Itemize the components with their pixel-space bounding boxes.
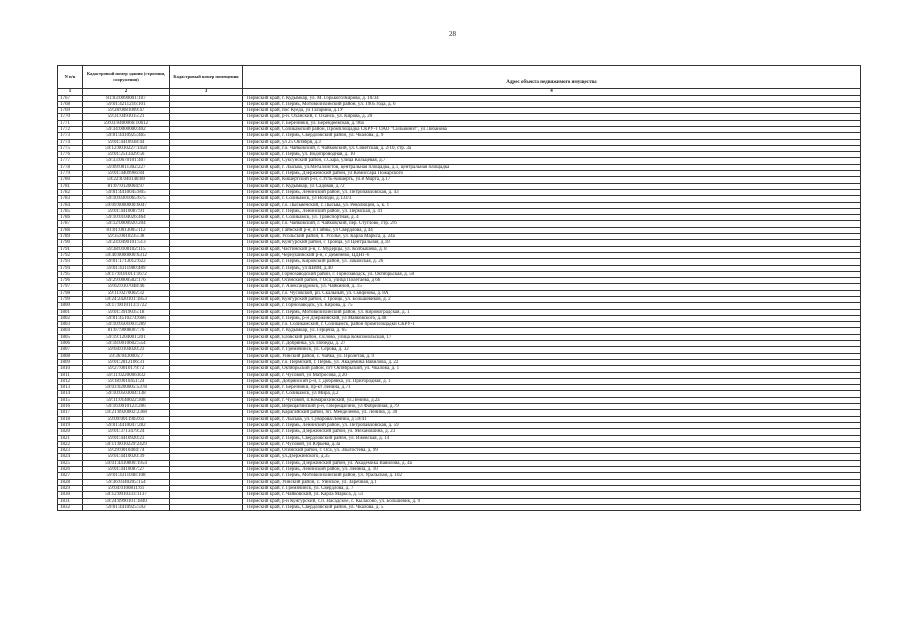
address: Пермский край, г. Кудымкар, ул Садовая, д.72: [243, 183, 861, 189]
address: Пермский край, г. Чусовой, ул Юрьева, д.3а: [243, 441, 861, 447]
address: Пермский край, г. Пермь, Ленинский район, ул. Петропавловская, д. 43: [243, 189, 861, 195]
cadastral-number: 59:01:4410800:1954: [83, 460, 170, 466]
row-number: 1826: [58, 467, 83, 473]
cadastral-number: 59:24:2420101:1853: [83, 297, 170, 303]
cadastral-number: 59:01:4410020:39: [83, 454, 170, 460]
row-number: 1827: [58, 473, 83, 479]
row-number: 1779: [58, 171, 83, 177]
address: Пермский край, г.о. Чайковский, г. Чайковский, ул. Советская, д. 2/10, стр. 3а: [243, 145, 861, 151]
address: Пермский край, г. Пермь, Свердловский район, ул. Чкалова, д. 9: [243, 133, 861, 139]
address: Пермский край, Осинский район, г. Оса, ул. Злыгостева, д. 99: [243, 448, 861, 454]
row-number: 1825: [58, 460, 83, 466]
cadastral-number: 59:24:0990101:1840: [83, 498, 170, 504]
row-number: 1802: [58, 315, 83, 321]
cadastral-number: 59:01:4409966:84: [83, 171, 170, 177]
row-number: 1805: [58, 334, 83, 340]
row-number: 1785: [58, 208, 83, 214]
column-index-3: 3: [170, 89, 243, 96]
address: Пермский край, г. Соликамск, ул Мира, д.2: [243, 391, 861, 397]
page-number: 28: [449, 30, 456, 38]
row-number: 1799: [58, 297, 83, 303]
cadastral-number: 59:01:4410087:91: [83, 208, 170, 214]
address: Пермский край, г. Чусовой, п.Комарихинский, ул.Ленина, д.2а: [243, 397, 861, 403]
address: Пермский край, г. Гремячинск, ул. Свердлова, д. 7: [243, 485, 861, 491]
cadastral-number: 59:04:0100811:61: [83, 485, 170, 491]
cadastral-number: 59:01:4410087:27: [83, 467, 170, 473]
row-number: 1778: [58, 164, 83, 170]
row-number: 1832: [58, 504, 83, 510]
address: Пермский край, г.о. Соликамский, г. Соликамск, район промплощадки СКРУ-1: [243, 322, 861, 328]
row-number: 1780: [58, 177, 83, 183]
address: Пермский край, ул.Дзержинского, д.35: [243, 454, 861, 460]
address: Пермский край, Осинский район, г Оса, улица Полетаева, д 66: [243, 278, 861, 284]
cadastral-number: 59:12:0000920:204: [83, 221, 170, 227]
cadastral-number: 59:35:0010235:38: [83, 234, 170, 240]
cadastral-number: 59:01:3713479:24: [83, 429, 170, 435]
row-number: 1828: [58, 479, 83, 485]
address: Пермский край, г. Пермь, Мотовилихинский район, ул. 1905 года, д. 6: [243, 101, 861, 107]
cadastral-number: 59:01:2513429:56: [83, 152, 170, 158]
row-number: 1804: [58, 328, 83, 334]
row-number: 1829: [58, 485, 83, 491]
address: Пермский край, Кунгурский район, с Троица, ул Центральная, д.18: [243, 240, 861, 246]
address: Пермский край, Горнозаводский район, г. Горнозаводск, ул. Октябрьская, д. 50: [243, 271, 861, 277]
row-number: 1810: [58, 366, 83, 372]
address: Пермский край, г. Пермь, Дзержинский район, ул. Академика Вавилова, д. 4а: [243, 460, 861, 466]
address: Пермский край, г.о. Лысьвенский, г. Лысьва, ул. Революции, 5, к. 1: [243, 202, 861, 208]
address: Пермский край, г.о. Чайковский, г. Чайковский, пер. Стуглово, стр. 2/6: [243, 221, 861, 227]
row-number: 1820: [58, 429, 83, 435]
row-number: 1816: [58, 404, 83, 410]
address: Пермский край, Еловский район, с.Елово, улица Комсомольская, 17: [243, 334, 861, 340]
address: Пермский край, ул 25 Октября, д.3: [243, 139, 861, 145]
address: Пермский край, г. Пермь, Ленинский район, ул. Петропавловская, д. 59: [243, 422, 861, 428]
row-number: 1773: [58, 133, 83, 139]
cadastral-number: 59:09:0011302:227: [83, 164, 170, 170]
row-number: 1788: [58, 227, 83, 233]
column-index-1: 1: [58, 89, 83, 96]
row-number: 1824: [58, 454, 83, 460]
cadastral-number: 59:01:4510274:666: [83, 315, 170, 321]
table-header-row: [58, 66, 861, 89]
cadastral-number: 59:01:1713012:622: [83, 259, 170, 265]
address: Пермский край, Кишертский р-н, с.Усть-Кишерть, ул.8 Марта, д.17: [243, 177, 861, 183]
cadastral-number: 59:10:0104026:464: [83, 215, 170, 221]
address: Пермский край, Верещагинский р-н, г.Верещагино, ул Фабричная, д.79: [243, 404, 861, 410]
row-number: 1830: [58, 492, 83, 498]
row-number: 1800: [58, 303, 83, 309]
address: Пермский край, Усольский район, п. Усолье, ул. Карла Маркса, д. 24а: [243, 234, 861, 240]
row-number: 1831: [58, 498, 83, 504]
cadastral-number: 59:03:0400066:10612: [83, 120, 170, 126]
address: Пермский край, Суксунский район, с.Сыра, улица Кольцевая, д.7: [243, 158, 861, 164]
cadastral-number: 59:01:4410920:23: [83, 435, 170, 441]
cadastral-number: 59:21:0920002:2368: [83, 410, 170, 416]
address: Пермский край, г. Горнозаводск, ул. Кирова, д. 75: [243, 303, 861, 309]
address: Пермский край, Добрянский р-н, г. Добрянка, ул. Пригородная, д. 1: [243, 378, 861, 384]
cadastral-number: 59:09:0011903:61: [83, 416, 170, 422]
cadastral-number: 81:01:0013005:112: [83, 227, 170, 233]
property-register-table: [57, 65, 861, 511]
row-number: 1794: [58, 265, 83, 271]
row-number: 1822: [58, 441, 83, 447]
address: Пермский край, г. Гремячинск, ул. Серова, д. 32: [243, 347, 861, 353]
address: Пермский край, Уинский район, с. Чайка, ул. Пролетая, д. 9: [243, 353, 861, 359]
row-number: 1807: [58, 347, 83, 353]
cadastral-number: 59:18:0010451:24: [83, 378, 170, 384]
column-header-address: Адрес объекта недвижимого имущества: [243, 66, 861, 89]
address: Пермский край, г. Пермь, р-н Дзержинский, ул Маяковского, д.48: [243, 315, 861, 321]
cadastral-number: 59:10:0501003:289: [83, 322, 170, 328]
address: Пермский край, г. Пермь, Свердловский район, ул. Чкалова, д. 5: [243, 504, 861, 510]
cadastral-number: 59:18:0010602:554: [83, 341, 170, 347]
cadastral-number: 59:01:2812106:31: [83, 359, 170, 365]
row-number: 1767: [58, 95, 83, 101]
cadastral-number: 59:34:0000000:402: [83, 126, 170, 132]
address: Пермский край, г. Березники, пр-кт Ленина, д.71: [243, 385, 861, 391]
row-number: 1798: [58, 290, 83, 296]
address: Пермский край, г. Лысьва, ул. Суворова/Ленина, д 59/41: [243, 416, 861, 422]
cadastral-number: 59:27:0010179:72: [83, 366, 170, 372]
cadastral-number: 59:01:4311048:108: [83, 473, 170, 479]
room-number: [170, 504, 243, 510]
address: Пермский край, г. Пермь, Свердловский район, ул. Ижевская, д. 14: [243, 435, 861, 441]
cadastral-number: 59:01:3919035:18: [83, 309, 170, 315]
cadastral-number: 59:29:0010404:74: [83, 448, 170, 454]
row-number: 1797: [58, 284, 83, 290]
row-number: 1812: [58, 378, 83, 384]
cadastral-number: 59:11:0010229:2429: [83, 441, 170, 447]
row-number: 1791: [58, 246, 83, 252]
row-number: 1786: [58, 215, 83, 221]
row-number: 1818: [58, 416, 83, 422]
address: Пермский край, г. Пермь, Мотовилихинский район, ул. Кировоградская, д. 1: [243, 309, 861, 315]
address: Пермский край, г. Лысьва, ул.Металлистов, центральная площадка, д.1, центральная площадка: [243, 164, 861, 170]
cadastral-number: 59:01:4410925:465: [83, 133, 170, 139]
cadastral-number: 59:24:0490101:513: [83, 240, 170, 246]
address: Пермский край, г. Пермь, ул. Водопроводная, д. 10: [243, 152, 861, 158]
cadastral-number: 59:10:0301065:675: [83, 196, 170, 202]
row-number: 1769: [58, 108, 83, 114]
row-number: 1792: [58, 252, 83, 258]
cadastral-number: 59:33:0670101:407: [83, 158, 170, 164]
row-number: 1817: [58, 410, 83, 416]
cadastral-number: 59:01:4211216:101: [83, 101, 170, 107]
cadastral-number: 59:29:0000582:176: [83, 278, 170, 284]
cadastral-number: 59:11:0220006:832: [83, 372, 170, 378]
column-index-4: 4: [243, 89, 861, 96]
row-number: 1771: [58, 120, 83, 126]
row-number: 1770: [58, 114, 83, 120]
address: Пермский край, Кунгурский район, с Троицк, ул. Большевиков, д. 2: [243, 297, 861, 303]
row-number: 1821: [58, 435, 83, 441]
row-number: 1809: [58, 359, 83, 365]
cadastral-number: 59:38:0100102:115: [83, 246, 170, 252]
address: Пермский край, р-н. Оханский, г. Оханск, ул. Кирова, д. 20: [243, 114, 861, 120]
cadastral-number: 59:22:0.040148:80: [83, 177, 170, 183]
row-number: 1775: [58, 145, 83, 151]
address: Пермский край, г. Соликамск, ул Володи, д.133/3: [243, 196, 861, 202]
cadastral-number: 59:17:0010113:1722: [83, 303, 170, 309]
address: Пермский край, Гайнский р-н, п Гайны, ул Свердлова, д 44: [243, 227, 861, 233]
cadastral-number: 59:17:0101011:1672: [83, 271, 170, 277]
row-number: 1815: [58, 397, 83, 403]
column-header-number: N п/п: [58, 66, 83, 89]
row-number: 1776: [58, 152, 83, 158]
row-number: 1772: [58, 126, 83, 132]
address: Пермский край, г. Пермь, Дзержинский район, ул. Механошина, д. 23: [243, 429, 861, 435]
cadastral-number: 59:01:4410047:282: [83, 422, 170, 428]
cadastral-number: 81:07:0120004:97: [83, 183, 170, 189]
cadastral-number: 59:11:0140022:308: [83, 397, 170, 403]
cadastral-number: 59:10:0503004:138: [83, 391, 170, 397]
row-number: 1814: [58, 391, 83, 397]
row-number: 1774: [58, 139, 83, 145]
table-row: [58, 504, 861, 510]
cadastral-number: 81:07:9008007:76: [83, 328, 170, 334]
address: Пермский край, г. Пермь, Ленинский район, ул. Пермская, д. 41: [243, 208, 861, 214]
row-number: 1768: [58, 101, 83, 107]
address: Пермский край, г. Соликамск, ул. Транспортная, д. 4: [243, 215, 861, 221]
row-number: 1790: [58, 240, 83, 246]
row-number: 1806: [58, 341, 83, 347]
address: Пермский край, пос Куеда, ул Гагарина, д.1У: [243, 108, 861, 114]
address: Пермский край, г. Пермь, ул ШИМ, д.40: [243, 265, 861, 271]
cadastral-number: 59:01:4410938:44: [83, 139, 170, 145]
address: Пермский край, Октябрьский район, пгт Октябрьский, ул. Чкалова, д. 1: [243, 366, 861, 372]
address: Пермский край, г. Пермь, Мотовилихинский район, ул. Уральская, д. 102: [243, 473, 861, 479]
cadastral-number: 59:01:4410925:592: [83, 504, 170, 510]
cadastral-number: 59:40:0000000:6312: [83, 252, 170, 258]
address: Пермский край, г. Александровск, ул. Чайкиной, д. 15: [243, 284, 861, 290]
cadastral-number: 59:03:0200005:5378: [83, 385, 170, 391]
row-number: 1789: [58, 234, 83, 240]
cadastral-number: 59:12:0010227:1458: [83, 145, 170, 151]
cadastral-number: 59:36:0430005:7: [83, 353, 170, 359]
address: Пермский край, Карагайский район, пп. Менделеево, ул. Ленина, д. 30: [243, 410, 861, 416]
cadastral-number: 59:16:0010123:206: [83, 404, 170, 410]
address: Пермский край, г. Кудымкар, ул. Герцена, д. 65: [243, 328, 861, 334]
row-number: 1803: [58, 322, 83, 328]
address: Пермский край, г. Добрянка, ул. Победы, д. 27: [243, 341, 861, 347]
cadastral-number: 59:28:0081009:47: [83, 108, 170, 114]
address: Пермский край, г.о. Пермский, г. Пермь, ул. Академика Вавилова, д. 22: [243, 359, 861, 365]
cadastral-number: 59:01:4311980:489: [83, 265, 170, 271]
row-number: 1781: [58, 183, 83, 189]
row-number: 1819: [58, 422, 83, 428]
table-body: [58, 95, 861, 511]
address: Пермский край, г. Чусовой, ул Матросова, д 20: [243, 372, 861, 378]
cadastral-number: 59:12:0010333:1137: [83, 492, 170, 498]
row-number: 1793: [58, 259, 83, 265]
address: Пермский край, г.о. Чусовской, рп. Скальный, ул. Смирнова, д. 8А: [243, 290, 861, 296]
row-number: 1787: [58, 221, 83, 227]
address: Пермский край, г. Чайковский, ул. Карла Маркса, д. 51: [243, 492, 861, 498]
row-number: 1823: [58, 448, 83, 454]
row-number: 1784: [58, 202, 83, 208]
row-number: 1811: [58, 372, 83, 378]
row-number: 1795: [58, 271, 83, 277]
row-number: 1796: [58, 278, 83, 284]
column-header-cadastral: Кадастровый номер здания (строения, сооружения): [83, 66, 170, 89]
cadastral-number: 59:01:4410045:805: [83, 189, 170, 195]
cadastral-number: 59:31:0491015:21: [83, 114, 170, 120]
address: Пермский край, г. Пермь, Ленинский район, ул. Ленина, д. 10: [243, 467, 861, 473]
address: Пермский край, Соликамский район, Промплощадка СКРУ-1 ОАО "Сильвинит", ул Лобанова: [243, 126, 861, 132]
address: Пермский край, р-н Кунгурский, с.п. Насадское, с. Кыласово, ул. Большевик, д. 9: [243, 498, 861, 504]
address: Пермский край, Частинский р-н, с. Мудерцы, ул. Колбышева, д. 8: [243, 246, 861, 252]
row-number: 1777: [58, 158, 83, 164]
cadastral-number: 59:11:0270002:32: [83, 290, 170, 296]
cadastral-number: 81:03:0090001:107: [83, 95, 170, 101]
address: Пермский край, г. Пермь, Дзержинский район, ул Комиссара Пожарского: [243, 171, 861, 177]
address: Пермский край, Уинский район, с. Уинское, ул. Заречная, д.1: [243, 479, 861, 485]
row-number: 1813: [58, 385, 83, 391]
cadastral-number: 59:36:0340205:154: [83, 479, 170, 485]
column-index-2: 2: [83, 89, 170, 96]
address: Пермский край, г. Пермь, Кировский район, ул. Закамская, д. 26: [243, 259, 861, 265]
address: Пермский край, г. Березники, ул. Берендеевская, д. 96а: [243, 120, 861, 126]
row-number: 1782: [58, 189, 83, 195]
row-number: 1783: [58, 196, 83, 202]
cadastral-number: 59:09:0000000:6047: [83, 202, 170, 208]
column-header-room: Кадастровый номер помещения: [170, 66, 243, 89]
cadastral-number: 59:04:0104020:23: [83, 347, 170, 353]
address: Пермский край, Чернушинский р-н, с Деменево, ЦДНГ-6: [243, 252, 861, 258]
cadastral-number: 59:02:0107048:46: [83, 284, 170, 290]
address: Пермский край, г. Кудымкар, ул. М. Горького/Кирова, д. 10/34: [243, 95, 861, 101]
cadastral-number: 59:19:1204001:201: [83, 334, 170, 340]
row-number: 1801: [58, 309, 83, 315]
row-number: 1808: [58, 353, 83, 359]
